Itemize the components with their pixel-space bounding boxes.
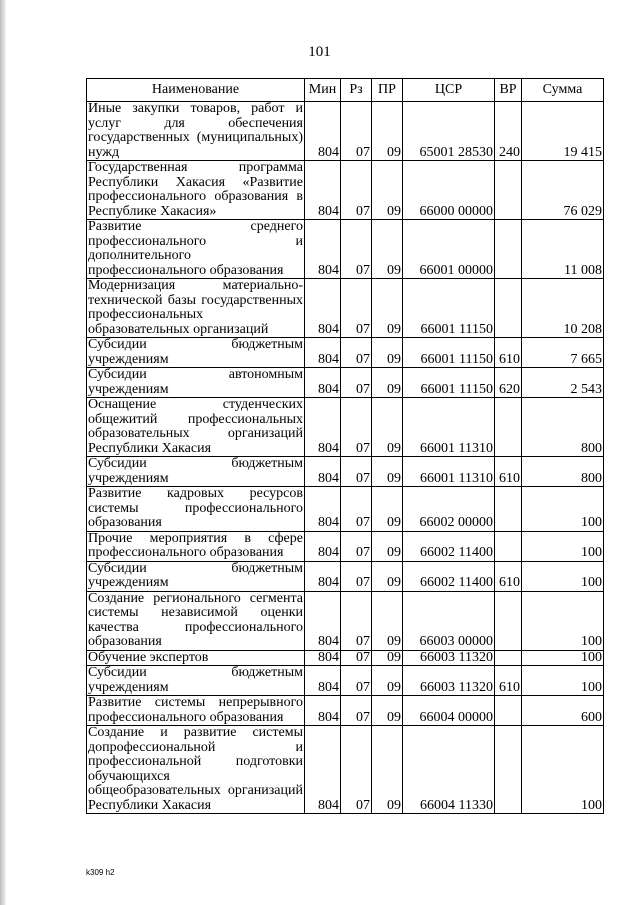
row-vr: 620 [495, 368, 522, 398]
row-vr [495, 220, 522, 279]
row-min: 804 [305, 487, 341, 532]
row-name: Субсидии бюджетным учреждениям [88, 665, 303, 695]
row-csr: 66001 11150 [403, 368, 495, 398]
row-pr: 09 [372, 279, 403, 338]
row-vr [495, 726, 522, 814]
row-csr: 66001 00000 [403, 220, 495, 279]
row-csr: 66002 11400 [403, 531, 495, 561]
row-vr: 610 [495, 666, 522, 696]
row-sum: 100 [522, 531, 604, 561]
row-csr: 66004 11330 [403, 726, 495, 814]
row-csr: 65001 28530 [403, 102, 495, 161]
row-sum: 100 [522, 666, 604, 696]
table-body [87, 102, 604, 814]
row-sum: 600 [522, 696, 604, 726]
row-pr: 09 [372, 398, 403, 457]
row-csr: 66001 11310 [403, 398, 495, 457]
row-rz: 07 [341, 726, 372, 814]
row-vr [495, 398, 522, 457]
table-row [87, 666, 604, 696]
row-name: Субсидии бюджетным учреждениям [88, 337, 303, 367]
header-vr: ВР [495, 79, 522, 102]
row-sum: 2 543 [522, 368, 604, 398]
row-csr: 66002 11400 [403, 561, 495, 591]
table-row [87, 696, 604, 726]
row-name: Создание регионального сегмента системы независимой оценки качества профессионального образования [88, 590, 303, 649]
row-sum: 11 008 [522, 220, 604, 279]
row-pr: 09 [372, 591, 403, 650]
row-sum: 800 [522, 457, 604, 487]
table-header-row [87, 79, 604, 102]
row-pr: 09 [372, 102, 403, 161]
row-rz: 07 [341, 220, 372, 279]
row-csr: 66003 00000 [403, 591, 495, 650]
row-name: Обучение экспертов [87, 650, 305, 666]
table-row [87, 561, 604, 591]
table-row [87, 591, 604, 650]
row-min: 804 [305, 102, 341, 161]
row-rz: 07 [341, 161, 372, 220]
row-min: 804 [305, 561, 341, 591]
row-sum: 76 029 [522, 161, 604, 220]
row-rz: 07 [341, 591, 372, 650]
row-pr: 09 [372, 220, 403, 279]
table-row [87, 457, 604, 487]
row-vr: 240 [495, 102, 522, 161]
footer-code: k309 h2 [86, 868, 115, 877]
row-vr [495, 279, 522, 338]
row-vr [495, 591, 522, 650]
table-row [87, 650, 604, 666]
row-sum: 100 [522, 561, 604, 591]
row-min: 804 [305, 279, 341, 338]
row-pr: 09 [372, 368, 403, 398]
table-row [87, 487, 604, 532]
table-row [87, 338, 604, 368]
row-rz: 07 [341, 487, 372, 532]
row-name: Модернизация материально-технической базы государственных профессиональных образовательных организаций [88, 278, 303, 337]
row-min: 804 [305, 161, 341, 220]
row-csr: 66001 11150 [403, 279, 495, 338]
row-rz: 07 [341, 696, 372, 726]
row-min: 804 [305, 457, 341, 487]
row-min: 804 [305, 726, 341, 814]
row-min: 804 [305, 338, 341, 368]
table-row [87, 398, 604, 457]
row-csr: 66002 00000 [403, 487, 495, 532]
row-min: 804 [305, 696, 341, 726]
row-pr: 09 [372, 338, 403, 368]
row-name: Развитие среднего профессионального и дополнительного профессионального образования [88, 219, 303, 278]
row-vr [495, 650, 522, 666]
row-csr: 66003 11320 [403, 666, 495, 696]
table-row [87, 279, 604, 338]
row-name: Создание и развитие системы допрофессиональной и профессиональной подготовки обучающихся общеобразовательных организаций Республики Хакасия [88, 725, 303, 813]
row-csr: 66004 00000 [403, 696, 495, 726]
row-min: 804 [305, 220, 341, 279]
row-sum: 7 665 [522, 338, 604, 368]
row-min: 804 [305, 650, 341, 666]
row-name: Государственная программа Республики Хакасия «Развитие профессионального образования в Республике Хакасия» [88, 160, 303, 219]
table-row [87, 161, 604, 220]
row-vr: 610 [495, 457, 522, 487]
row-sum: 100 [522, 650, 604, 666]
row-pr: 09 [372, 696, 403, 726]
row-rz: 07 [341, 279, 372, 338]
row-min: 804 [305, 591, 341, 650]
table-row [87, 368, 604, 398]
row-csr: 66001 11310 [403, 457, 495, 487]
row-name: Иные закупки товаров, работ и услуг для обеспечения государственных (муниципальных) нужд [88, 101, 303, 160]
row-name: Субсидии бюджетным учреждениям [88, 456, 303, 486]
header-sum: Сумма [522, 79, 604, 102]
row-pr: 09 [372, 531, 403, 561]
row-rz: 07 [341, 666, 372, 696]
row-name: Прочие мероприятия в сфере профессионального образования [88, 530, 303, 560]
budget-table [86, 78, 604, 814]
row-csr: 66000 00000 [403, 161, 495, 220]
row-csr: 66001 11150 [403, 338, 495, 368]
header-name: Наименование [87, 79, 305, 102]
page-number: 101 [308, 44, 331, 60]
row-min: 804 [305, 531, 341, 561]
row-rz: 07 [341, 368, 372, 398]
row-sum: 19 415 [522, 102, 604, 161]
row-sum: 100 [522, 591, 604, 650]
header-pr: ПР [372, 79, 403, 102]
table-row [87, 726, 604, 814]
row-min: 804 [305, 398, 341, 457]
header-min: Мин [305, 79, 341, 102]
row-rz: 07 [341, 531, 372, 561]
row-rz: 07 [341, 457, 372, 487]
row-sum: 800 [522, 398, 604, 457]
scan-edge-shadow [0, 0, 6, 905]
row-name: Субсидии бюджетным учреждениям [88, 560, 303, 590]
table-row [87, 220, 604, 279]
row-sum: 100 [522, 487, 604, 532]
row-csr: 66003 11320 [403, 650, 495, 666]
row-vr [495, 487, 522, 532]
row-pr: 09 [372, 726, 403, 814]
row-pr: 09 [372, 161, 403, 220]
row-sum: 10 208 [522, 279, 604, 338]
table-row [87, 102, 604, 161]
row-sum: 100 [522, 726, 604, 814]
row-vr: 610 [495, 561, 522, 591]
row-rz: 07 [341, 102, 372, 161]
row-vr [495, 696, 522, 726]
row-rz: 07 [341, 398, 372, 457]
row-name: Развитие кадровых ресурсов системы профессионального образования [88, 486, 303, 530]
row-name: Развитие системы непрерывного профессионального образования [88, 695, 303, 725]
row-pr: 09 [372, 487, 403, 532]
row-min: 804 [305, 666, 341, 696]
row-name: Оснащение студенческих общежитий профессиональных образовательных организаций Республики Хакасия [88, 397, 303, 456]
row-vr [495, 531, 522, 561]
row-rz: 07 [341, 650, 372, 666]
row-pr: 09 [372, 666, 403, 696]
row-pr: 09 [372, 457, 403, 487]
row-vr [495, 161, 522, 220]
header-csr: ЦСР [403, 79, 495, 102]
row-min: 804 [305, 368, 341, 398]
row-pr: 09 [372, 561, 403, 591]
row-pr: 09 [372, 650, 403, 666]
row-name: Субсидии автономным учреждениям [88, 367, 303, 397]
row-rz: 07 [341, 338, 372, 368]
row-vr: 610 [495, 338, 522, 368]
header-rz: Рз [341, 79, 372, 102]
row-rz: 07 [341, 561, 372, 591]
table-row [87, 531, 604, 561]
